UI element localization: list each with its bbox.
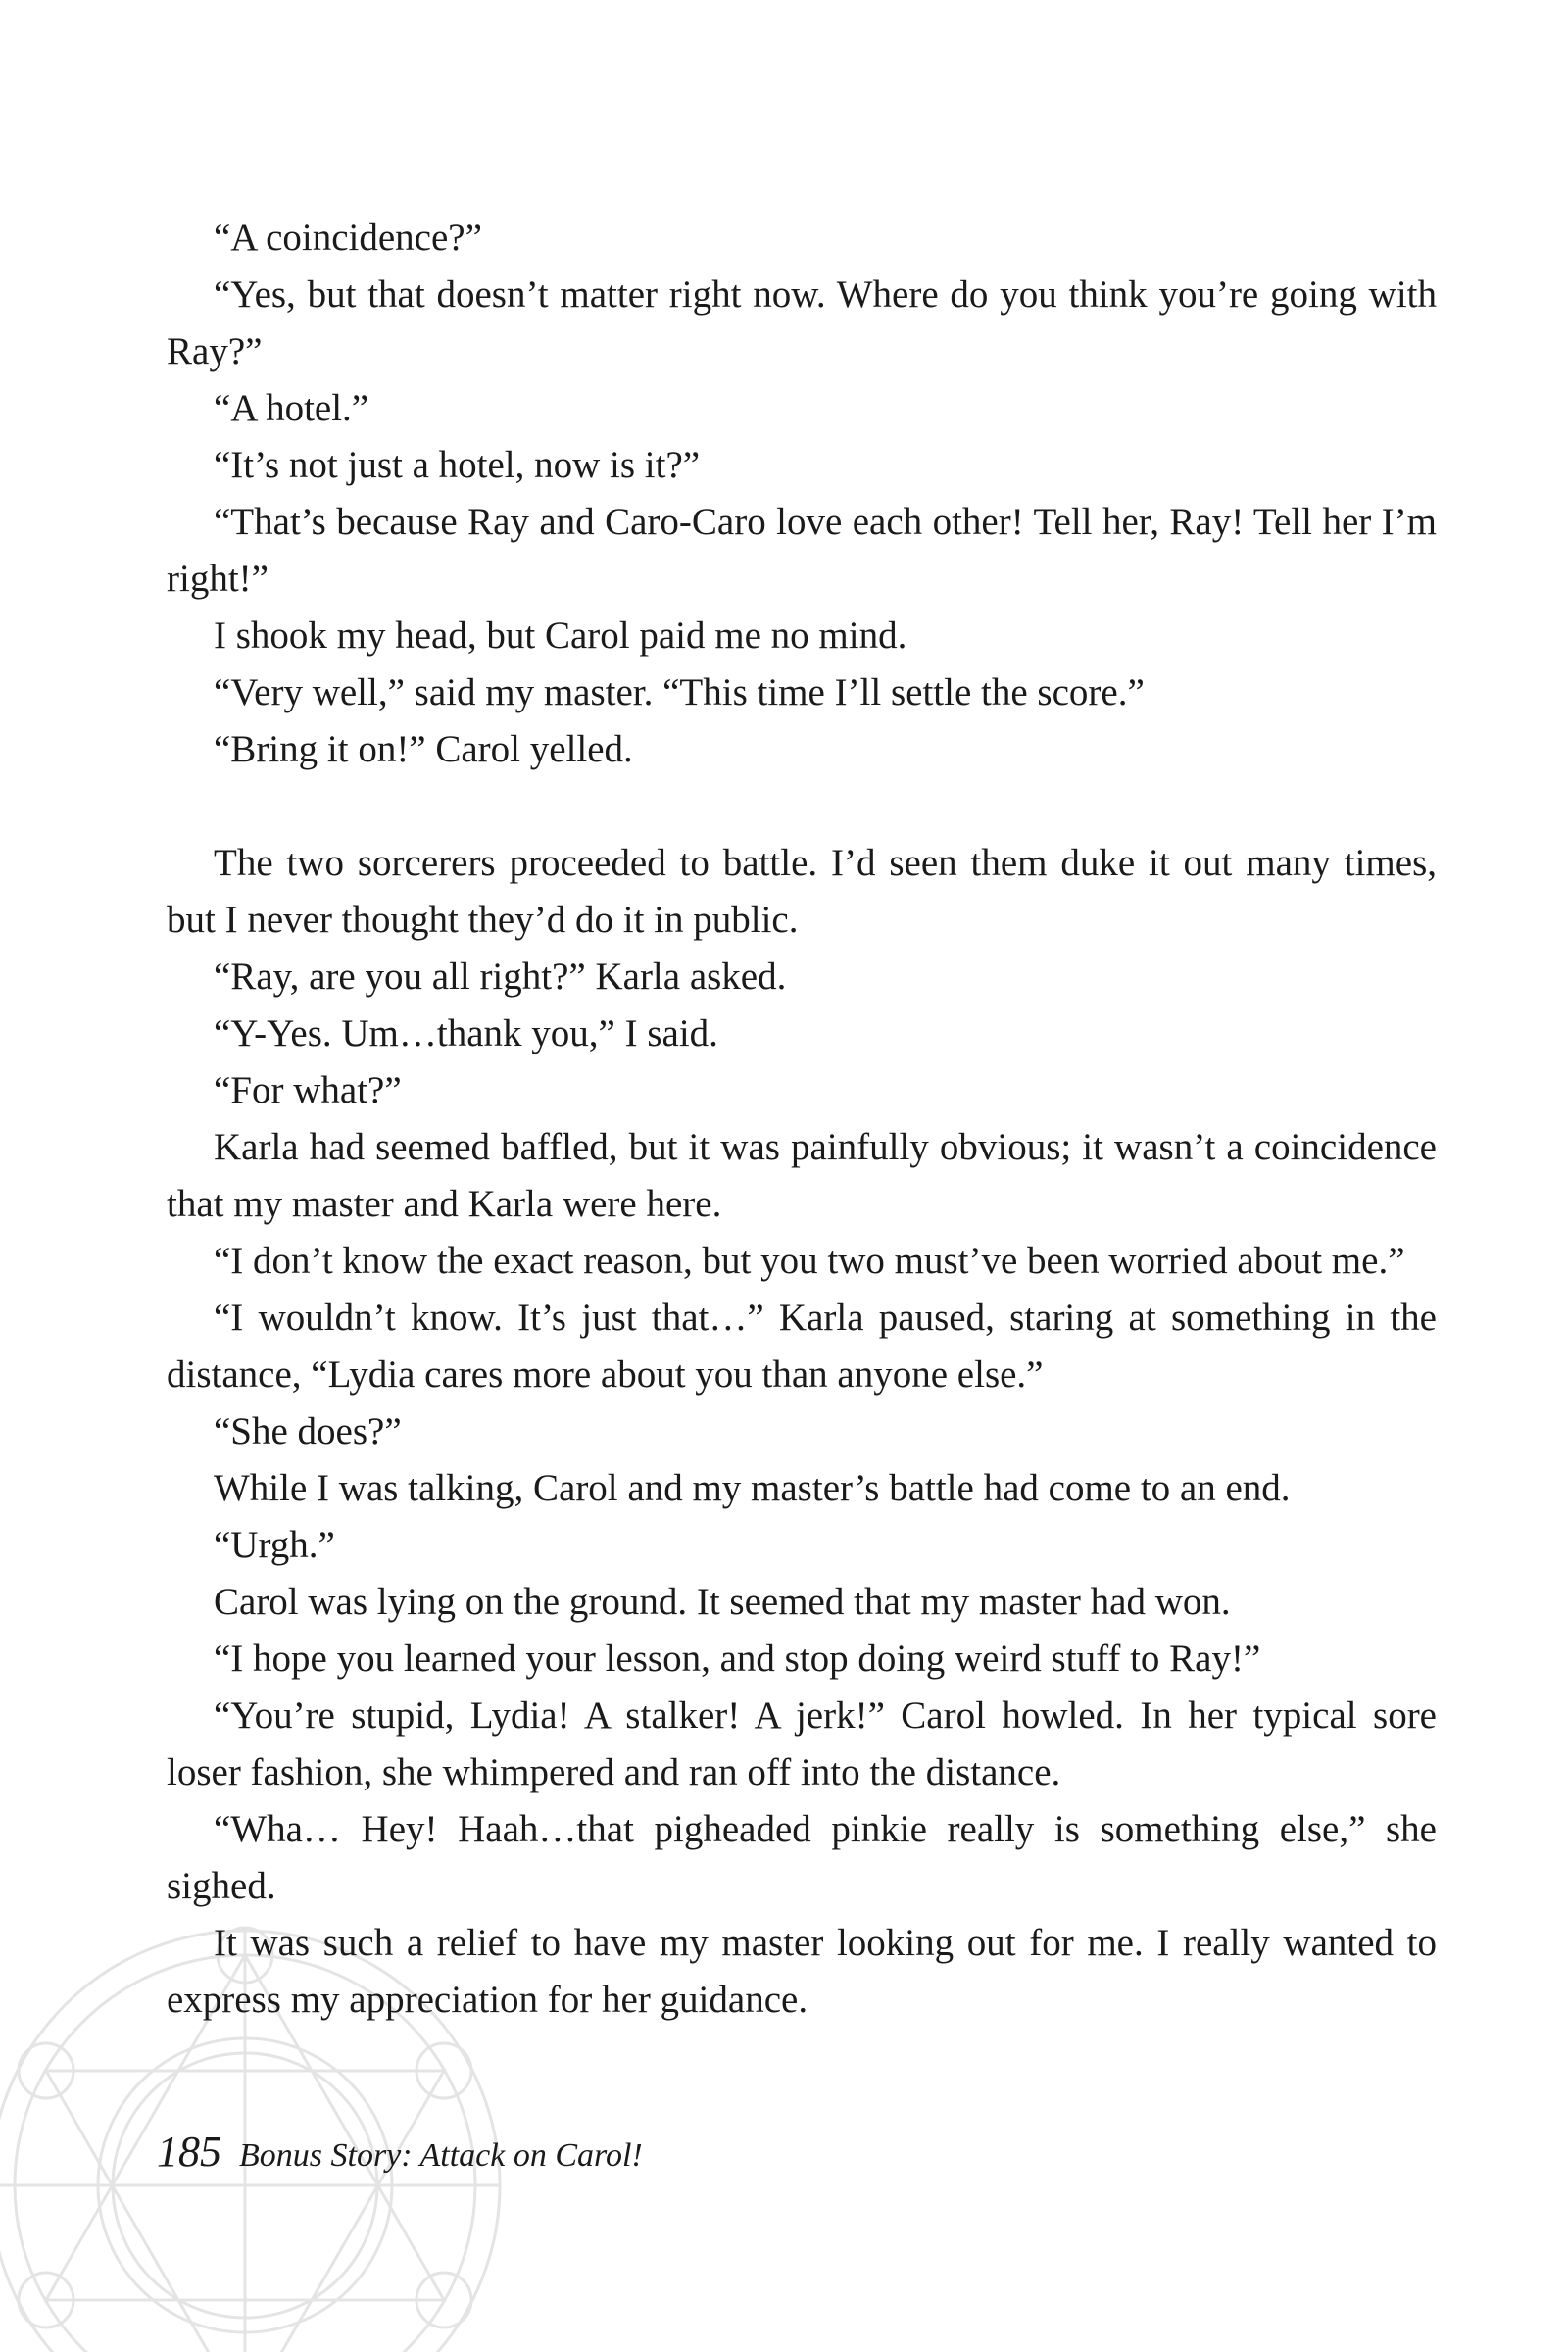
- paragraph: “A coincidence?”: [214, 217, 482, 259]
- paragraph: “Bring it on!” Carol yelled.: [214, 728, 633, 770]
- paragraph: “She does?”: [214, 1410, 402, 1452]
- paragraph: “It’s not just a hotel, now is it?”: [214, 444, 701, 486]
- body-text: [167, 210, 1437, 2029]
- page-number: 185: [157, 2128, 221, 2176]
- paragraph: “Very well,” said my master. “This time I’ll settle the score.”: [214, 671, 1145, 713]
- paragraph: “You’re stupid, Lydia! A stalker! A jerk!” Carol howled. In her typical sore loser fashion, she whimpered and ran off into the distance.: [167, 1694, 1437, 1793]
- paragraph: “Wha… Hey! Haah…that pigheaded pinkie really is something else,” she sighed.: [167, 1808, 1437, 1907]
- page-footer: [157, 2127, 643, 2177]
- paragraph: “I don’t know the exact reason, but you two must’ve been worried about me.”: [214, 1240, 1405, 1282]
- paragraph: It was such a relief to have my master looking out for me. I really wanted to express my appreciation for her guidance.: [167, 1922, 1437, 2021]
- paragraph: The two sorcerers proceeded to battle. I’d seen them duke it out many times, but I never thought they’d do it in public.: [167, 842, 1437, 941]
- paragraph: “That’s because Ray and Caro-Caro love each other! Tell her, Ray! Tell her I’m right!”: [167, 501, 1437, 600]
- paragraph: I shook my head, but Carol paid me no mind.: [214, 614, 907, 657]
- paragraph: While I was talking, Carol and my master’s battle had come to an end.: [214, 1467, 1291, 1509]
- paragraph: “I wouldn’t know. It’s just that…” Karla paused, staring at something in the distance, “Lydia cares more about you than anyone else.”: [167, 1297, 1437, 1396]
- running-chapter-title: Bonus Story: Attack on Carol!: [239, 2137, 643, 2174]
- paragraph: “Ray, are you all right?” Karla asked.: [214, 956, 787, 998]
- paragraph: “I hope you learned your lesson, and stop doing weird stuff to Ray!”: [214, 1638, 1261, 1680]
- paragraph: “Urgh.”: [214, 1524, 335, 1566]
- scene-break: [167, 778, 1437, 835]
- paragraph: “For what?”: [214, 1069, 402, 1111]
- paragraph: “Y-Yes. Um…thank you,” I said.: [214, 1012, 718, 1054]
- paragraph: Karla had seemed baffled, but it was painfully obvious; it wasn’t a coincidence that my master and Karla were here.: [167, 1126, 1437, 1225]
- paragraph: Carol was lying on the ground. It seemed that my master had won.: [214, 1581, 1231, 1623]
- paragraph: “A hotel.”: [214, 387, 369, 429]
- paragraph: “Yes, but that doesn’t matter right now. Where do you think you’re going with Ray?”: [167, 273, 1437, 372]
